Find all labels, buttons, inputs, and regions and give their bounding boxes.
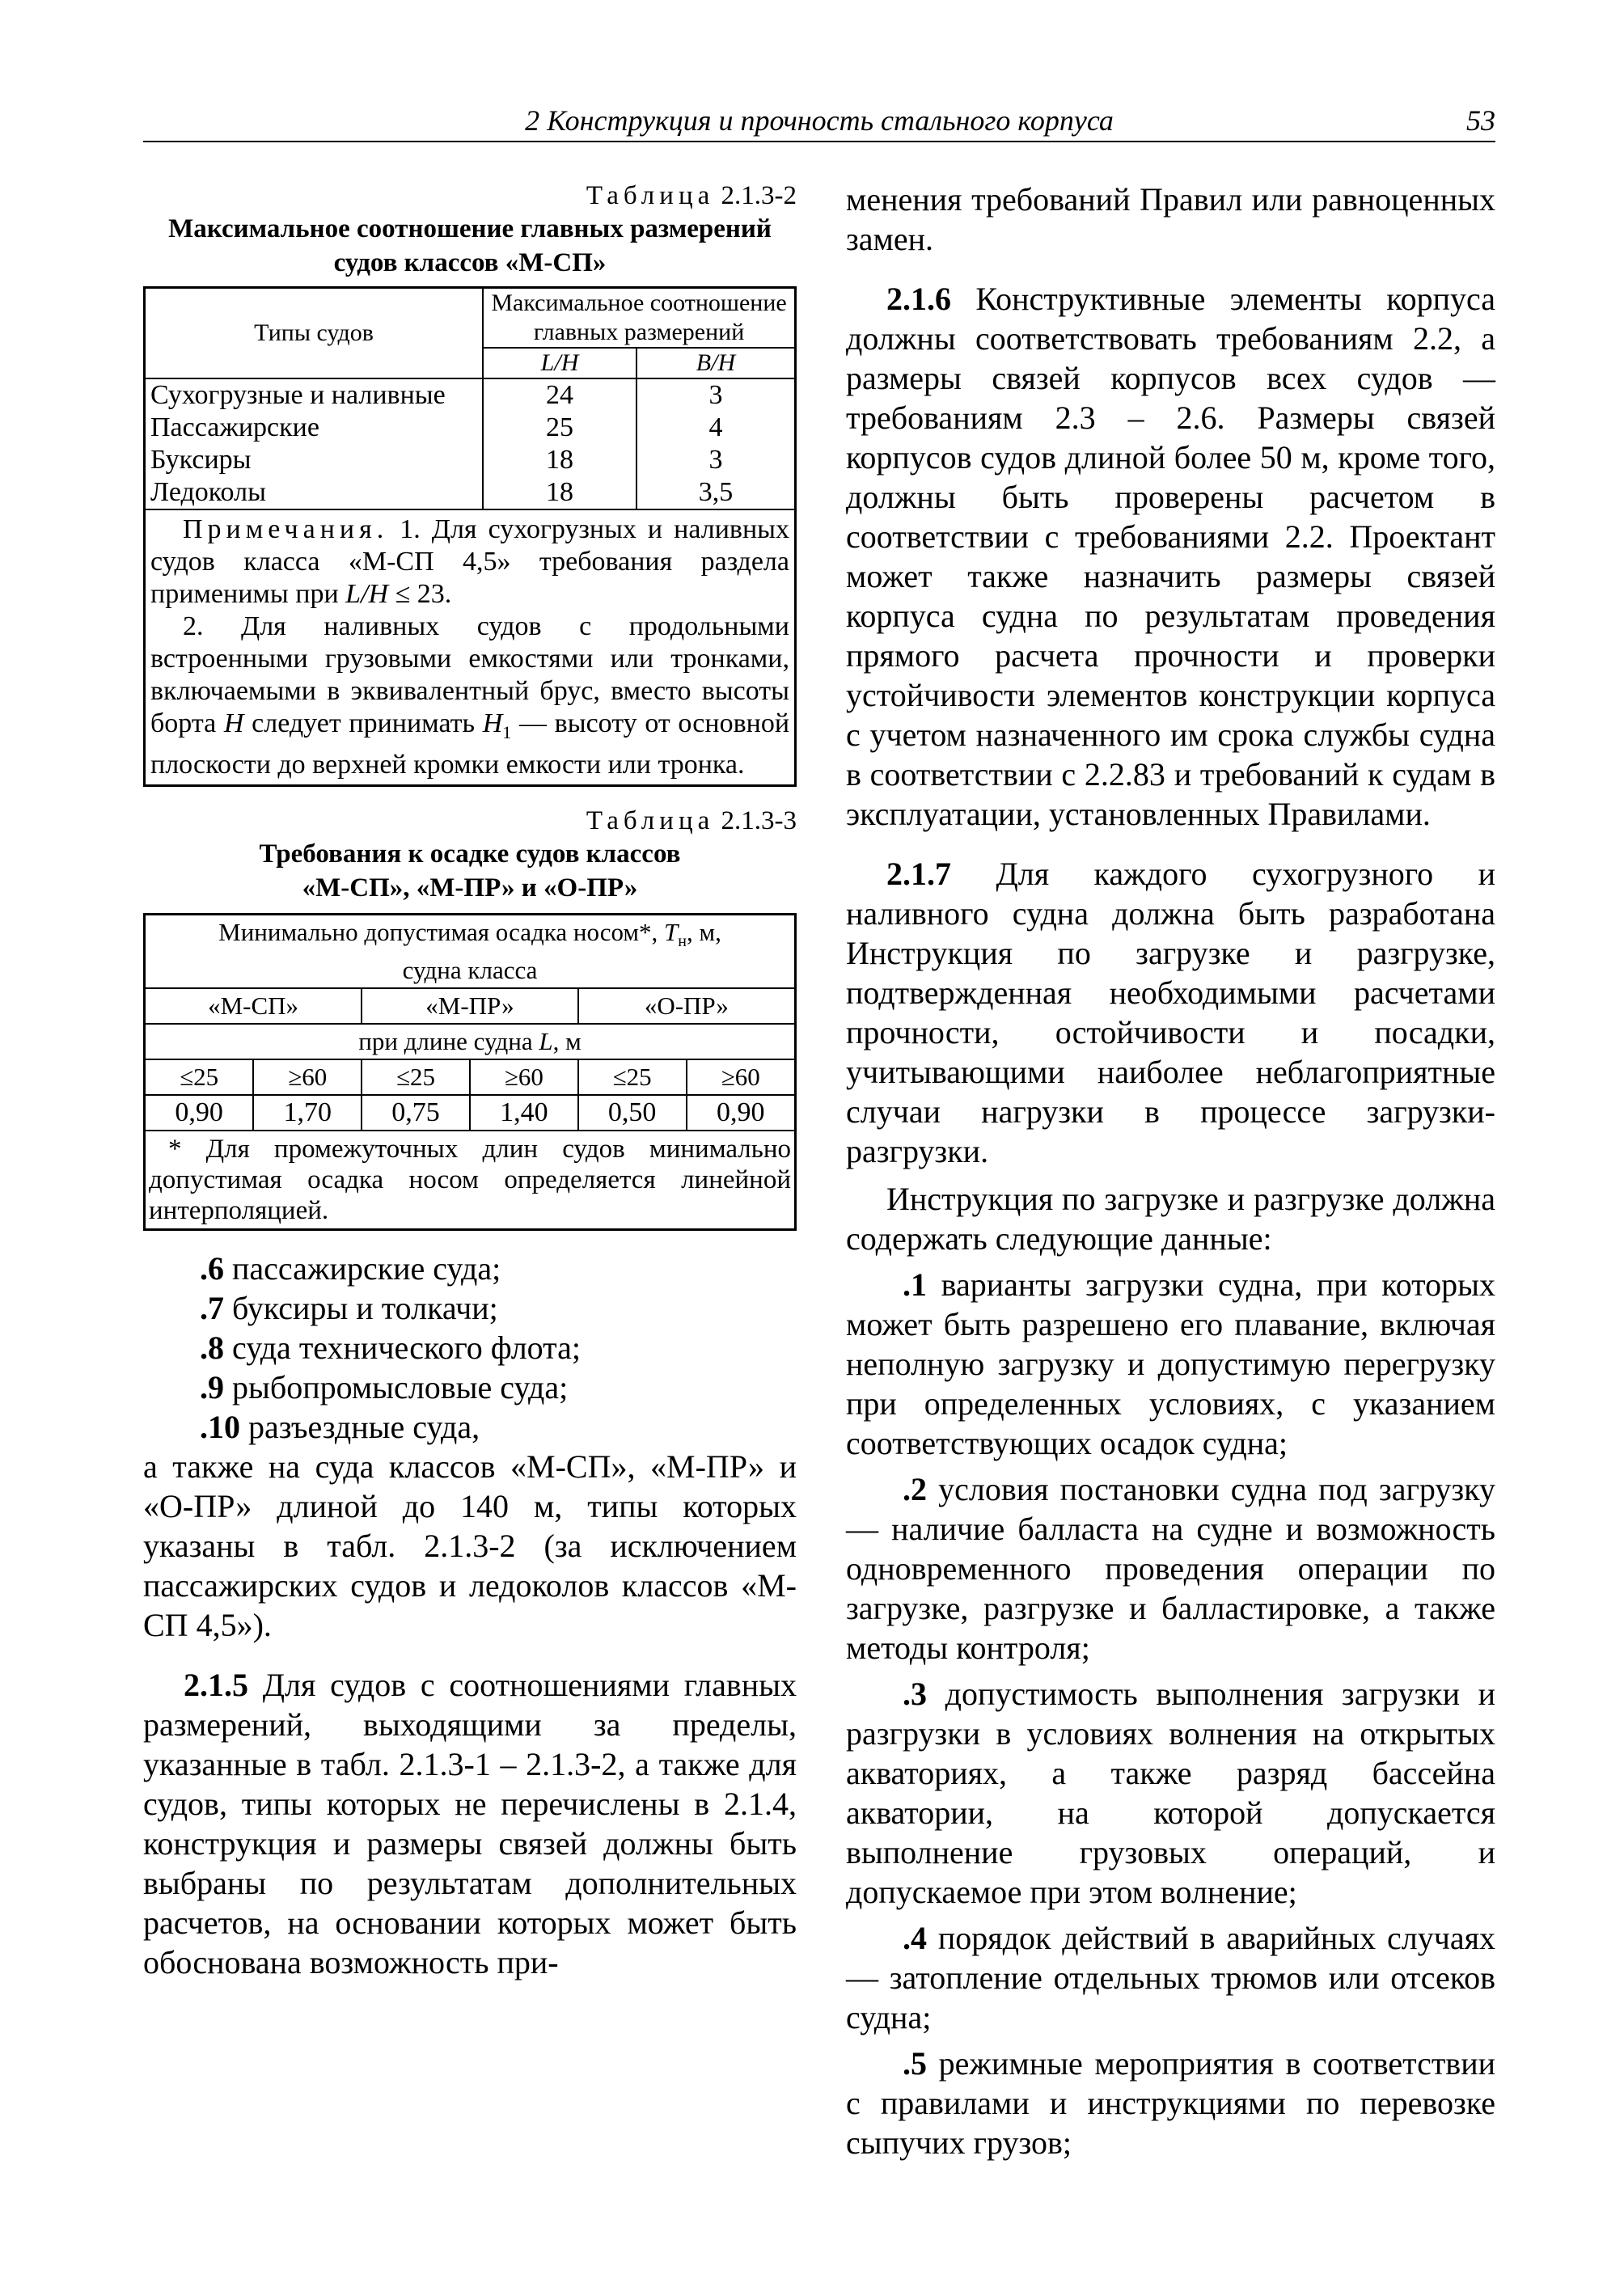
header-class: судна класса [402, 955, 538, 984]
list-continuation: а также на суда классов «М-СП», «М-ПР» и «О-ПР» длиной до 140 м, типы которых указаны в табл. 2.1.3-2 (за исключением пассажирских судов и ледоколов классов «М-СП 4,5»). [143, 1448, 797, 1643]
paragraph-2-1-5 [143, 1665, 797, 1982]
length-cell: ≥60 [253, 1059, 362, 1095]
value-cell: 0,90 [687, 1095, 796, 1131]
list-items-6-10 [143, 1249, 797, 1447]
table-3-footnote [145, 1131, 796, 1230]
list-item [846, 2044, 1495, 2162]
list-item [143, 1288, 797, 1328]
item-number: .3 [903, 1676, 927, 1712]
item-text: буксиры и толкачи; [224, 1289, 498, 1326]
table-2-1-3-3 [143, 913, 797, 1231]
table-2-title: Максимальное соотношение главных размерений судов классов «М-СП» [168, 214, 772, 277]
class-m-pr: «М-ПР» [362, 988, 578, 1024]
cell-lh: 18 [483, 444, 636, 476]
cell-type: Сухогрузные и наливные [145, 378, 484, 412]
page-number: 53 [1466, 104, 1495, 137]
col-header-bh: B/H [636, 348, 796, 378]
length-text: при длине судна [358, 1026, 539, 1055]
class-o-pr: «О-ПР» [578, 988, 796, 1024]
footnote-text: * Для промежуточных длин судов минимально допустимая осадка носом определяется линейной интерполяцией. [149, 1134, 791, 1225]
item-number: .1 [903, 1266, 927, 1303]
length-cell: ≥60 [687, 1059, 796, 1095]
item-text: условия постановки судна под загрузку — наличие балласта на судне и возможность одновременного проведения операции по загрузке, разгрузке и балластировке, а также методы контроля; [846, 1471, 1495, 1666]
list-item [846, 1265, 1495, 1463]
paragraph-text: Для судов с соотношениями главных размерений, выходящими за пределы, указанные в табл. 2.1.3-1 – 2.1.3-2, а также для судов, типы которых не перечислены в 2.1.4, конструкция и размеры связей должны быть выбраны по результатам дополнительных расчетов, на основании которых может быть обоснована возможность при- [143, 1666, 797, 1980]
value-cell: 0,90 [145, 1095, 254, 1131]
table-2-label [143, 180, 797, 212]
item-number: .9 [200, 1368, 224, 1405]
note-2-var-h: H [223, 708, 244, 738]
cell-bh: 3 [636, 378, 796, 412]
list-item [846, 1674, 1495, 1912]
note-1-end: ≤ 23. [388, 579, 452, 609]
value-cell: 1,40 [470, 1095, 578, 1131]
item-text: разъездные суда, [240, 1408, 480, 1445]
length-cell: ≥60 [470, 1059, 578, 1095]
paragraph-continuation: менения требований Правил или равноценных замен. [846, 181, 1495, 257]
note-1-var: L/H [345, 579, 389, 609]
left-column [143, 180, 797, 1982]
list-item [143, 1367, 797, 1407]
chapter-title: 2 Конструкция и прочность стального корпуса [525, 104, 1114, 137]
cell-type: Буксиры [145, 444, 484, 476]
length-var: L [539, 1026, 553, 1055]
table-row [145, 476, 796, 509]
instruction-intro: Инструкция по загрузке и разгрузке должна содержать следующие данные: [846, 1181, 1495, 1257]
note-2-mid: следует принимать [243, 708, 483, 738]
header-unit: , м, [686, 917, 721, 946]
section-number: 2.1.6 [886, 281, 951, 317]
list-item [143, 1407, 797, 1447]
col-header-lh: L/H [483, 348, 636, 378]
item-text: варианты загрузки судна, при которых может быть разрешено его плавание, включая неполную загрузку и допустимую перегрузку при определенных условиях, с указанием соответствующих осадок судна; [846, 1266, 1495, 1461]
running-header [143, 104, 1495, 142]
length-cell: ≤25 [145, 1059, 254, 1095]
section-number: 2.1.7 [886, 856, 951, 892]
cell-lh: 18 [483, 476, 636, 509]
note-2-text: 2. Для наливных судов с продольными встроенными грузовыми емкостями или тронками, включаемыми в эквивалентный брус, вместо высоты борта [150, 611, 789, 738]
paragraph-2-1-6 [846, 279, 1495, 834]
table-number: 2.1.3-2 [721, 181, 797, 210]
cell-bh: 3 [636, 444, 796, 476]
cell-type: Ледоколы [145, 476, 484, 509]
item-number: .2 [903, 1471, 927, 1507]
section-number: 2.1.5 [184, 1666, 248, 1703]
item-text: допустимость выполнения загрузки и разгрузки в условиях волнения на открытых акваториях, а также разряд бассейна акватории, на которой допускается выполнение грузовых операций, и допускаемое при этом волнение; [846, 1676, 1495, 1910]
item-text: суда технического флота; [224, 1329, 581, 1366]
table-3-label [143, 805, 797, 837]
cell-lh: 25 [483, 412, 636, 444]
length-cell: ≤25 [578, 1059, 687, 1095]
lengths-row [145, 1059, 796, 1095]
paragraph-text: Конструктивные элементы корпуса должны соответствовать требованиям 2.2, а размеры связей корпусов всех судов — требованиям 2.3 – 2.6. Размеры связей корпусов судов длиной более 50 м, кроме того, должны быть проверены расчетом в соответствии с требованиями 2.2. Проектант может также назначить размеры связей корпуса судна по результатам проведения прямого расчета прочности и проверки устойчивости элементов конструкции корпуса с учетом назначенного им срока службы судна в соответствии с 2.2.83 и требований к судам в эксплуатации, установленных Правилами. [846, 281, 1495, 832]
table-number: 2.1.3-3 [721, 805, 797, 835]
note-2-var-h1: H [482, 708, 503, 738]
value-cell: 0,75 [362, 1095, 470, 1131]
item-number: .10 [200, 1408, 240, 1445]
list-item [846, 1469, 1495, 1668]
note-1-text: 1. Для сухогрузных и наливных судов класса «М-СП 4,5» требования раздела применимы при [150, 514, 789, 609]
table-row [145, 378, 796, 412]
paragraph-2-1-7 [846, 854, 1495, 1171]
length-unit: , м [552, 1026, 582, 1055]
item-number: .4 [903, 1920, 927, 1956]
item-text: рыбопромысловые суда; [224, 1368, 569, 1405]
list-item [846, 1918, 1495, 2037]
values-row [145, 1095, 796, 1131]
item-number: .7 [200, 1289, 224, 1326]
table-row [145, 412, 796, 444]
header-text: Минимально допустимая осадка носом*, [218, 917, 664, 946]
class-m-sp: «М-СП» [145, 988, 362, 1024]
item-number: .5 [903, 2045, 927, 2082]
table-word: Таблица [586, 181, 715, 210]
table-3-title-line-1: Требования к осадке судов классов [259, 839, 681, 869]
header-var: T [664, 917, 679, 946]
cell-type: Пассажирские [145, 412, 484, 444]
item-text: порядок действий в аварийных случаях — затопление отдельных трюмов или отсеков судна; [846, 1920, 1495, 2035]
header-sub: н [678, 932, 687, 950]
item-text: режимные мероприятия в соответствии с правилами и инструкциями по перевозке сыпучих грузов; [846, 2045, 1495, 2161]
cell-bh: 4 [636, 412, 796, 444]
item-number: .6 [200, 1249, 224, 1287]
table-3-header [145, 914, 796, 988]
length-cell: ≤25 [362, 1059, 470, 1095]
table-row [145, 444, 796, 476]
paragraph-text: Для каждого сухогрузного и наливного судна должна быть разработана Инструкция по загрузке и разгрузке, подтвержденная необходимыми расчетами прочности, остойчивости и посадки, учитывающими наиболее неблагоприятные случаи нагрузки в процессе загрузки-разгрузки. [846, 856, 1495, 1169]
col-header-types: Типы судов [145, 288, 484, 379]
table-2-notes [145, 509, 796, 785]
value-cell: 1,70 [253, 1095, 362, 1131]
table-word: Таблица [586, 805, 715, 835]
cell-lh: 24 [483, 378, 636, 412]
note-2-sub: 1 [502, 721, 512, 742]
right-column [846, 180, 1495, 2162]
value-cell: 0,50 [578, 1095, 687, 1131]
note-2-end: — высоту от основной плоскости до верхней кромки емкости или тронка. [150, 708, 790, 780]
col-header-ratio: Максимальное соотношение главных размерений [483, 288, 795, 349]
list-item [143, 1249, 797, 1288]
length-header [145, 1024, 796, 1059]
table-2-1-3-2 [143, 286, 797, 787]
table-3-title-line-2: «М-СП», «М-ПР» и «О-ПР» [302, 873, 638, 902]
list-item [143, 1328, 797, 1367]
notes-label: Примечания. [183, 514, 389, 544]
cell-bh: 3,5 [636, 476, 796, 509]
item-text: пассажирские суда; [224, 1249, 501, 1287]
item-number: .8 [200, 1329, 224, 1366]
